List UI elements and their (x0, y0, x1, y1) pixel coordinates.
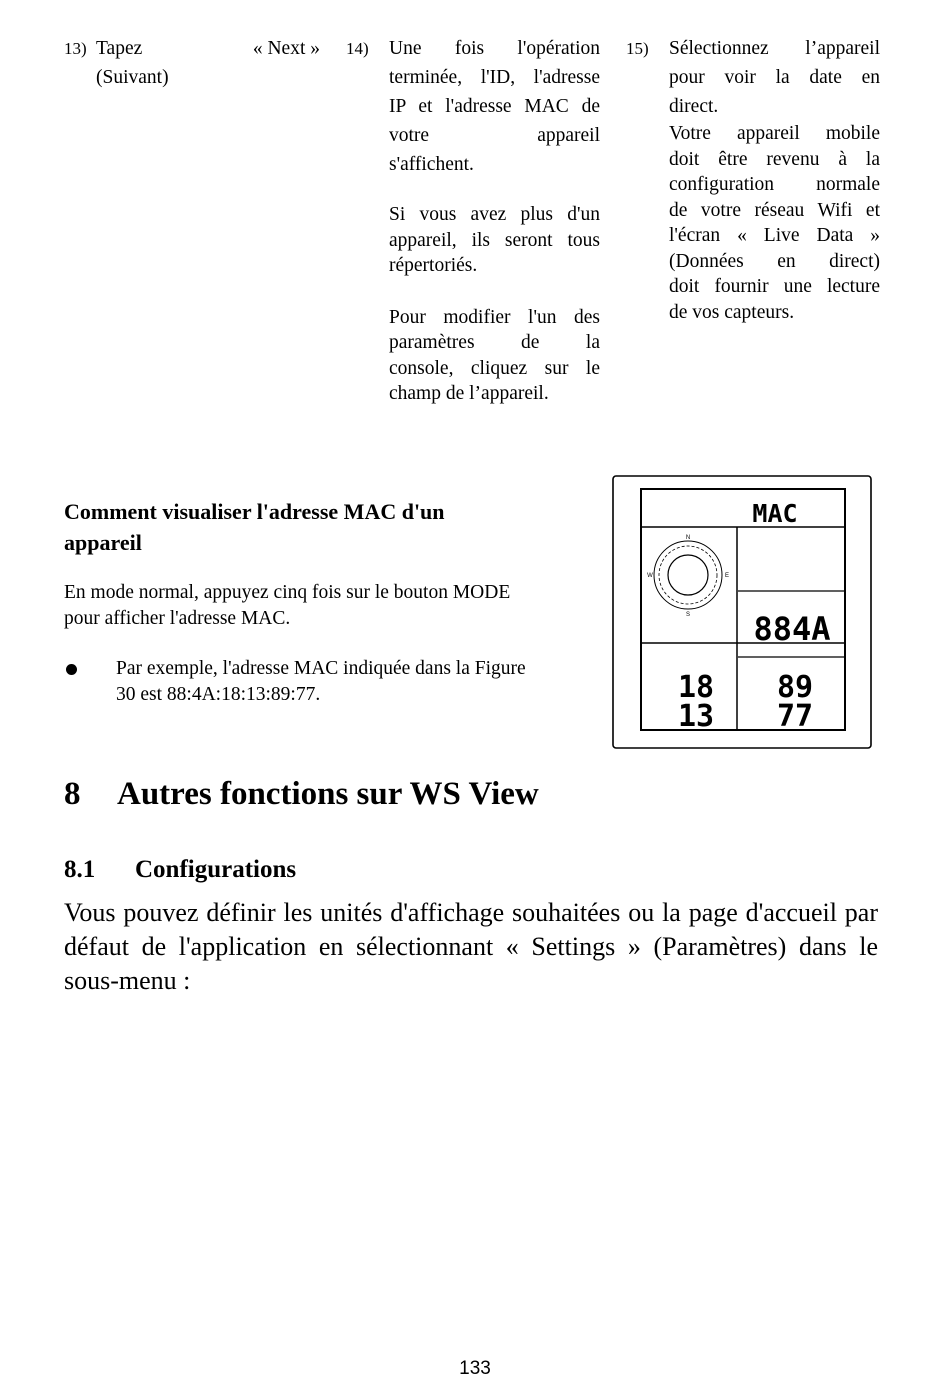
steps-row (64, 34, 884, 414)
step-15-line: doit fournir une lecture (669, 276, 880, 297)
step-13-next-label: « Next » (252, 38, 320, 59)
step-14-line: console, cliquez sur le (389, 357, 600, 379)
step-13-number: 13) (64, 39, 87, 58)
compass-n: N (685, 535, 691, 541)
mac-para-line: pour afficher l'adresse MAC. (64, 607, 291, 629)
mac-section-title (64, 496, 584, 558)
section-8-1-number: 8.1 (64, 856, 96, 883)
mac-example-bullet (116, 656, 591, 707)
lcd-value-bl-top: 18 (677, 670, 715, 705)
step-14-line: paramètres de la (389, 332, 600, 353)
section-8-1-heading (64, 856, 296, 884)
lcd-value-bl-bottom: 13 (677, 699, 715, 734)
step-15-line: de vos capteurs. (669, 301, 795, 323)
mac-para-line: En mode normal, appuyez cinq fois sur le bouton MODE (64, 582, 511, 603)
mac-title-line: Comment visualiser l'adresse MAC d'un (64, 499, 445, 524)
bullet-icon (66, 664, 77, 675)
step-15-line: de votre réseau Wifi et (669, 199, 880, 221)
step-14-line: terminée, l'ID, l'adresse (389, 67, 600, 88)
step-15-line: Sélectionnez l’appareil (669, 38, 880, 59)
step-14-number: 14) (346, 39, 369, 58)
mac-title-line: appareil (64, 530, 142, 555)
section-8-heading (64, 776, 539, 813)
section-8-1-title: Configurations (135, 856, 297, 883)
step-14-line: Si vous avez plus d'un (389, 204, 600, 225)
page-number: 133 (459, 1358, 491, 1379)
compass-s: S (685, 612, 691, 618)
step-14-line: s'affichent. (389, 154, 474, 175)
step-15-line: pour voir la date en (669, 67, 880, 88)
step-15-line: doit être revenu à la (669, 148, 880, 170)
step-15-number: 15) (626, 39, 649, 58)
lcd-value-mid: 884A (753, 610, 831, 648)
console-display-figure (612, 475, 872, 749)
section-8-title: Autres fonctions sur WS View (117, 776, 539, 812)
settings-paragraph: Vous pouvez définir les unités d'affichage souhaitées ou la page d'accueil par défaut de l'application en sélectionnant « Settings » (Paramètres) dans le sous-menu : (64, 898, 878, 995)
step-14-line: votre appareil (389, 125, 600, 146)
bullet-line: 30 est 88:4A:18:13:89:77. (116, 683, 321, 705)
step-15-line: configuration normale (669, 174, 880, 195)
step-15-line: (Données en direct) (669, 250, 880, 272)
step-14-line: Pour modifier l'un des (389, 306, 600, 328)
lcd-value-br-bottom: 77 (776, 699, 814, 734)
step-15-line: l'écran « Live Data » (669, 225, 880, 246)
step-14-line: répertoriés. (389, 255, 478, 276)
lcd-value-br-top: 89 (776, 670, 814, 705)
step-14-line: appareil, ils seront tous (389, 229, 600, 251)
compass-e: E (724, 573, 730, 579)
step-14-line: champ de l’appareil. (389, 383, 549, 404)
section-8-number: 8 (64, 776, 81, 812)
compass-w: W (647, 573, 653, 579)
step-15-line: direct. (669, 96, 719, 117)
step-14-line: IP et l'adresse MAC de (389, 96, 600, 117)
mac-section-paragraph (64, 580, 584, 631)
step-13-suivant: (Suivant) (96, 67, 169, 88)
step-14-line: Une fois l'opération (389, 38, 600, 59)
bullet-line: Par exemple, l'adresse MAC indiquée dans la Figure (116, 658, 526, 679)
step-13-tapez: Tapez (96, 38, 143, 59)
lcd-label-mac: MAC (752, 499, 798, 528)
step-15-line: Votre appareil mobile (669, 123, 880, 144)
